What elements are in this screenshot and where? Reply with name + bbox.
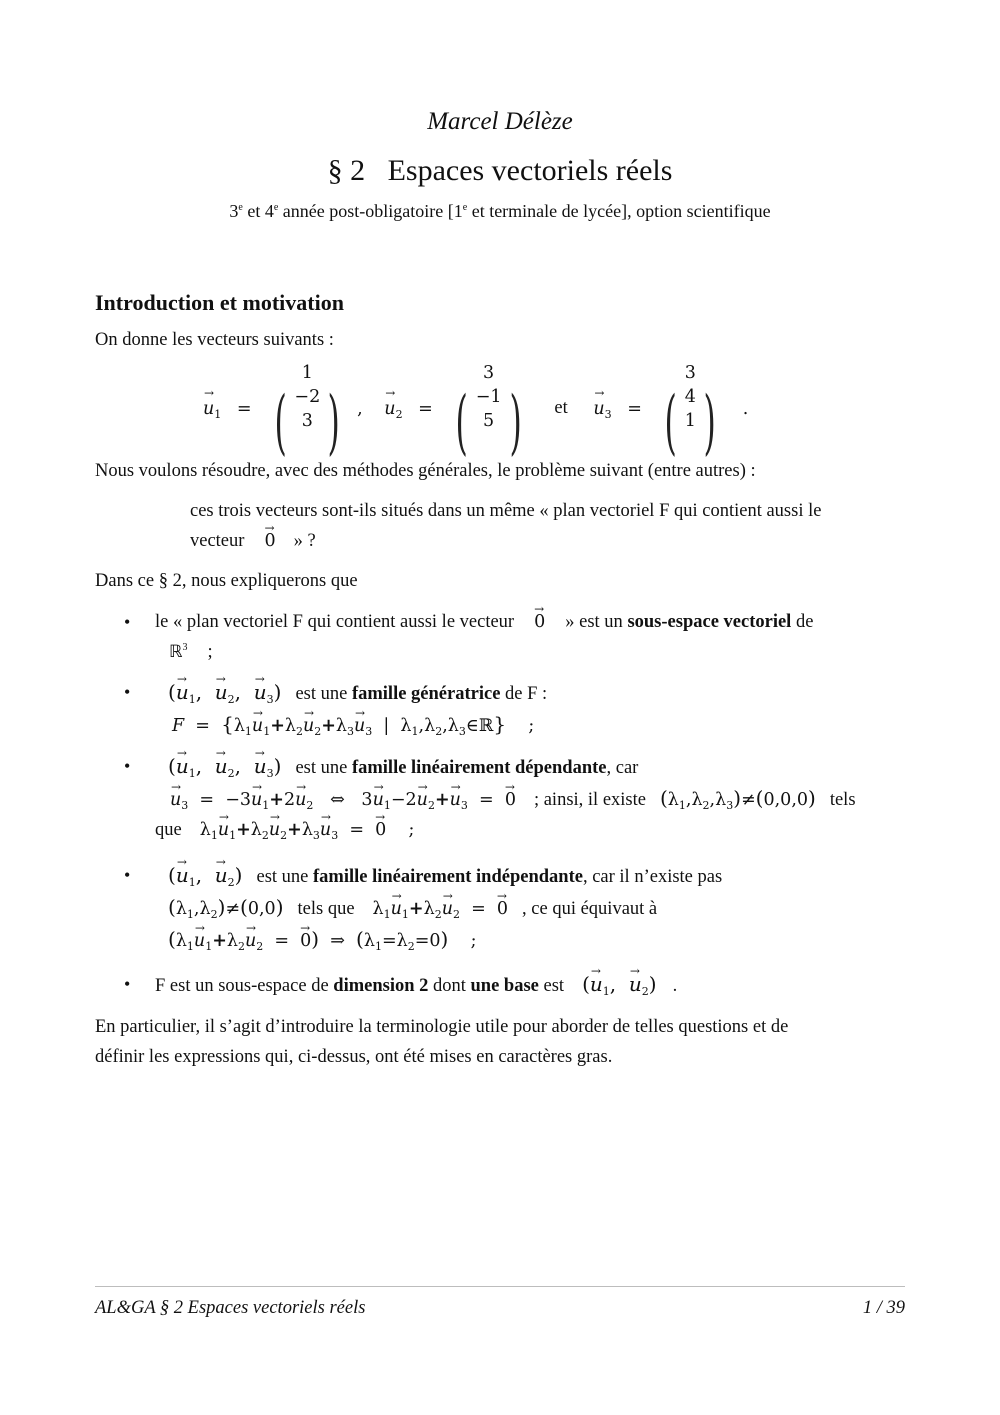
page-title: § 2 Espaces vectoriels réels: [327, 154, 673, 187]
explain-intro: Dans ce § 2, nous expliquerons que: [95, 571, 358, 591]
page-subtitle: 3e et 4e année post-obligatoire [1e et terminale de lycée], option scientifique: [229, 201, 771, 221]
problem-intro: Nous voulons résoudre, avec des méthodes générales, le problème suivant (entre autres) :: [95, 461, 756, 481]
bullet-marker: •: [124, 756, 131, 776]
section-heading: Introduction et motivation: [95, 290, 344, 315]
bullet-marker: •: [124, 865, 131, 885]
bullet-independent-family: (→ $u_1$, → $u_2$) est une famille linéairement indépendante, car il n’existe pas $(\lambda_1,\lambda_2)\ne(0,0)$ tels que $\lambda_1\to u_1+\lambda_2\to u_2$ = → 0 , ce qui équivaut à ($\lambda_1\to u_1+\lambda_2\to u_2$ = → 0) ⇒ $(\lambda_1=\lambda_2=0)$ ;: [168, 860, 888, 956]
bullet-basis: F est un sous-espace de dimension 2 dont une base est (→ $u_1$, → $u_2$) .: [155, 969, 885, 1001]
vectors-definition: → $u_1 = (1$ −2 3 ) , → $u_2 = (3$ −1 5 ) et → $u_3 = (3$ 4 1 ) .: [203, 361, 748, 447]
footer-title: AL&GA § 2 Espaces vectoriels réels: [95, 1298, 366, 1318]
bullet-marker: •: [124, 612, 131, 632]
vector-u1-matrix: (1 −2 3 ): [274, 363, 341, 463]
author-name: Marcel Délèze: [427, 108, 573, 135]
footer-divider: [95, 1286, 905, 1287]
problem-quote: ces trois vecteurs sont-ils situés dans un même « plan vectoriel F qui contient aussi le vecteur→ 0 » ?: [190, 496, 890, 556]
bullet-subspace: le « plan vectoriel F qui contient aussi le vecteur→ 0 » est un sous-espace vectoriel de ℝ$^3$ ;: [155, 607, 885, 667]
bullet-generating-family: (→ $u_1$, → $u_2$, → $u_3$) est une famille génératrice de F : $F = \{\lambda_1\to u_1+\lambda_2\to u_2+\lambda_3\to u_3$ | $\lambda_1,\lambda_2,\lambda_3\in ℝ$} ;: [168, 677, 888, 741]
bullet-marker: •: [124, 682, 131, 702]
page-number: 1 / 39: [862, 1298, 905, 1318]
vector-u2-matrix: (3 −1 5 ): [455, 363, 522, 463]
bullet-dependent-family: (→ $u_1$, → $u_2$, → $u_3$) est une famille linéairement dépendante, car → $u_3 = -3\to u_1+2\to u_2$ ⇔ $3\to u_1-2\to u_2+\to u_3$ = → 0 ; ainsi, il existe $(\lambda_1,\lambda_2,\lambda_3)\ne(0,0,0)$ tels que $\lambda_1\to u_1+\lambda_2\to u_2+\lambda_3\to u_3$ = → 0 ;: [155, 751, 895, 845]
intro-text: On donne les vecteurs suivants :: [95, 330, 334, 350]
vector-u3-matrix: (3 4 1 ): [664, 363, 716, 463]
conclusion-text: En particulier, il s’agit d’introduire la terminologie utile pour aborder de telles questions et de définir les expressions qui, ci-dessus, ont été mises en caractères gras.: [95, 1017, 789, 1067]
bullet-marker: •: [124, 974, 131, 994]
